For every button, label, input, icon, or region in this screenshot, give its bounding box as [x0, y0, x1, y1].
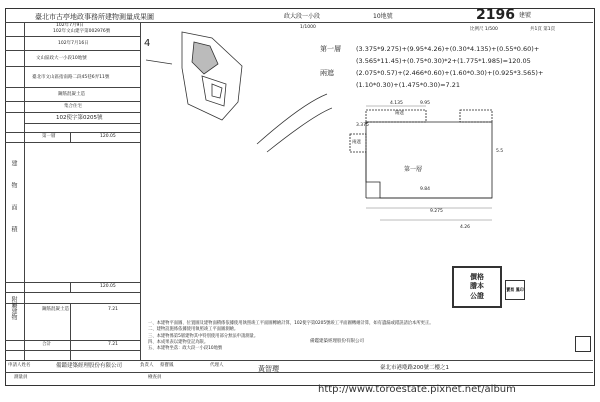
floor1-area: 120.05: [100, 134, 116, 139]
rep-seal-text: 寶蔡 鳳印: [506, 287, 524, 292]
checker-label: 檢查員: [148, 375, 162, 380]
annex-area: 7.21: [108, 307, 119, 312]
plan-floor-label: 第一層: [404, 166, 423, 173]
parcel-number: 10地號: [373, 13, 393, 20]
agent-name: 黃智瓔: [258, 365, 279, 373]
floor-formula-label: 第一層: [320, 45, 341, 53]
scale-label: 比例尺 1/500: [470, 27, 498, 32]
seal-line-3: 公證: [470, 291, 484, 300]
seal-line-2: 謄本: [470, 282, 484, 291]
parcel-location: 文山區政大一小段10地號: [36, 56, 87, 61]
notes-block: [148, 322, 568, 351]
location-sketch: [142, 24, 332, 154]
footer-address: 臺北市港墘路200號二樓之1: [380, 365, 449, 371]
plan-dim-3: 3.375: [356, 123, 369, 128]
sheet-label: 共1頁 第1頁: [530, 27, 556, 32]
floor-formula-line1: (3.375*9.275)+(9.95*4.26)+(0.30*4.135)+(0.55*0.60)+: [356, 45, 540, 53]
main-material: 鋼筋混凝土造: [58, 92, 85, 97]
note-4: 四、本成果表以建物登記為限。: [148, 339, 209, 345]
rep-name: 蔡寶鳳: [160, 363, 174, 368]
rep-seal: [505, 280, 525, 300]
balcony-formula-label: 兩遮: [320, 69, 334, 77]
watermark-url: http://www.toroestate.pixnet.net/album: [318, 384, 516, 395]
main-use: 集合住宅: [64, 104, 82, 109]
floor1-label: 第一層: [42, 134, 56, 139]
apply-number: 102年文山建字第002976號: [53, 29, 111, 34]
survey-date: 102年7月16日: [58, 41, 89, 46]
agent-label: 代理人: [210, 363, 224, 368]
red-seal: [575, 336, 591, 352]
plan-dim-4: 9.275: [430, 209, 443, 214]
surveyor-label: 測量員: [14, 375, 28, 380]
balcony-formula-line1: (2.075*0.57)+(2.466*0.60)+(1.60*0.30)+(0.925*3.565)+: [356, 69, 544, 77]
permit-number: 102使字第0205號: [56, 115, 103, 121]
balcony-formula-line2: (1.10*0.30)+(1.475*0.30)=7.21: [356, 81, 461, 89]
applicant-label: 申請人姓名: [8, 363, 31, 368]
sum-area: 120.05: [100, 284, 116, 289]
plan-dim-7: 5.5: [496, 149, 504, 154]
plan-balcony-left: 兩遮: [352, 140, 361, 145]
floor-plan: [340, 98, 500, 248]
plan-dim-5: 9.84: [420, 187, 431, 192]
note-5: 五、本建物坐落：政大段一小段10地號: [148, 346, 223, 352]
plan-dim-6: 4.26: [460, 225, 471, 230]
seal-line-1: 價格: [470, 273, 484, 282]
footer-company: 備鑑建築經理股份有限公司: [310, 339, 364, 344]
sketch-scale: 1/1000: [300, 25, 316, 30]
applicant-name: 備鑑建築經理股份有限公司: [56, 363, 123, 369]
annex-total: 7.21: [108, 342, 119, 347]
apply-date: 102年7月9日: [56, 23, 84, 28]
plan-dim-1: 4.135: [390, 101, 403, 106]
total-label: 合計: [42, 342, 51, 347]
note-3: 三、本建物係第5層建物其中特別使用部分無法申請測量。: [148, 333, 259, 339]
note-1: 一、本建物平面圖、位置圖及建物面積係依據使用執照竣工平面圖轉繪計算，102使字第0205號竣工平面圖轉繪計算，如有遺漏或錯誤請洽本所更正。: [148, 321, 434, 326]
plan-balcony-top: 陽遮: [395, 111, 404, 116]
annex-label: 附屬建物: [10, 296, 17, 320]
door-address: 臺北市文山區指南路二段45巷6弄11號: [32, 75, 110, 80]
north-arrow-icon: 4: [144, 38, 151, 49]
rep-label: 負責人: [140, 363, 154, 368]
building-number-suffix: 建號: [519, 12, 532, 19]
company-seal: [452, 266, 502, 308]
building-area-label: 建物面積: [10, 160, 17, 248]
document-title: 臺北市古亭地政事務所建物測量成果圖: [35, 13, 154, 21]
note-2: 二、建物設施係依據使用執照竣工平面圖測繪。: [148, 327, 239, 333]
plan-dim-2: 9.95: [420, 101, 431, 106]
section-name: 政大段一小段: [284, 13, 321, 20]
annex-material: 鋼筋混凝土造: [42, 307, 69, 312]
building-number: 2196: [476, 7, 515, 23]
floor-formula-line2: (3.565*11.45)+(0.75*0.30)*2+(1.775*1.985)=120.05: [356, 57, 531, 65]
